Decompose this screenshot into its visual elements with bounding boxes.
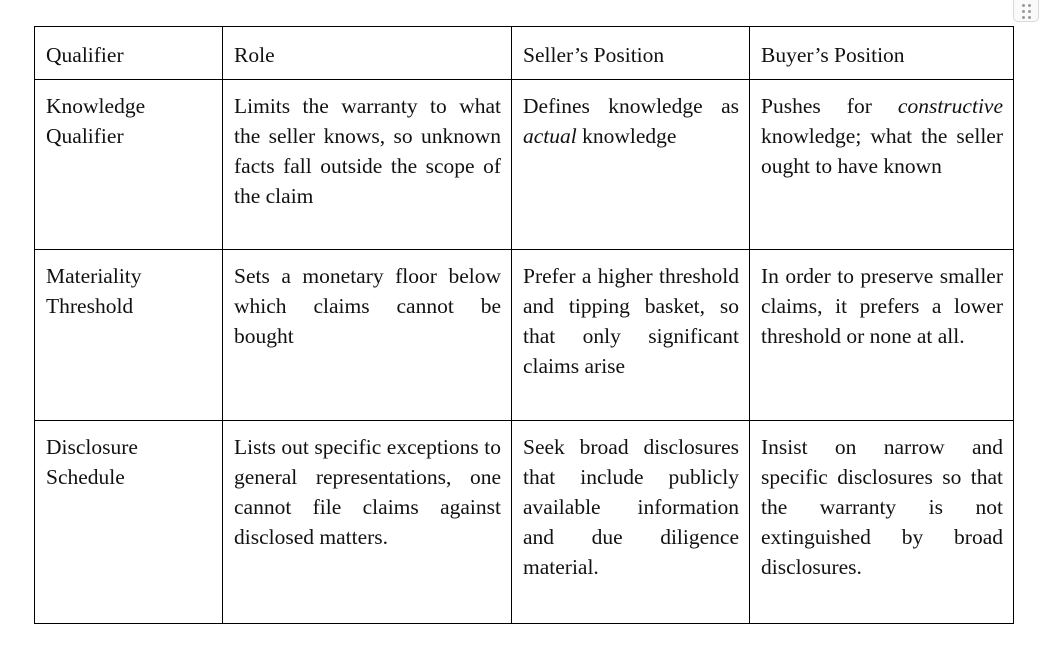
cell-sellers-position bbox=[512, 80, 750, 250]
cell-sellers-position: Seek broad disclosures that include publicly available information and due diligence material. bbox=[512, 421, 750, 624]
table-row bbox=[35, 250, 1014, 421]
table-row bbox=[35, 80, 1014, 250]
cell-buyers-position bbox=[750, 80, 1014, 250]
drag-handle-icon[interactable] bbox=[1013, 0, 1039, 22]
emphasis-text: constructive bbox=[897, 94, 1003, 118]
cell-qualifier: Disclosure Schedule bbox=[35, 421, 223, 624]
drag-dot bbox=[1028, 10, 1031, 13]
cell-qualifier: Materiality Threshold bbox=[35, 250, 223, 421]
drag-dot bbox=[1028, 4, 1031, 7]
cell-buyers-position: Insist on narrow and specific disclosures so that the warranty is not extinguished by broad disclosures. bbox=[750, 421, 1014, 624]
cell-sellers-position: Prefer a higher threshold and tipping basket, so that only significant claims arise bbox=[512, 250, 750, 421]
header-sellers-position: Seller’s Position bbox=[512, 27, 750, 80]
header-buyers-position: Buyer’s Position bbox=[750, 27, 1014, 80]
cell-role: Lists out specific exceptions to general representations, one cannot file claims against disclosed matters. bbox=[223, 421, 512, 624]
drag-dot bbox=[1022, 10, 1025, 13]
drag-dot bbox=[1028, 16, 1031, 19]
cell-text: Pushes for bbox=[761, 94, 898, 118]
cell-buyers-position: In order to preserve smaller claims, it prefers a lower threshold or none at all. bbox=[750, 250, 1014, 421]
cell-text: knowledge; what the seller ought to have known bbox=[761, 124, 1003, 178]
warranty-qualifiers-table bbox=[34, 26, 1014, 624]
cell-text: knowledge bbox=[576, 124, 677, 148]
table-row bbox=[35, 421, 1014, 624]
cell-role: Limits the warranty to what the seller knows, so unknown facts fall outside the scope of the claim bbox=[223, 80, 512, 250]
cell-role: Sets a monetary floor below which claims cannot be bought bbox=[223, 250, 512, 421]
table-header-row bbox=[35, 27, 1014, 80]
header-role: Role bbox=[223, 27, 512, 80]
drag-dot bbox=[1022, 16, 1025, 19]
header-qualifier: Qualifier bbox=[35, 27, 223, 80]
drag-dot bbox=[1022, 4, 1025, 7]
cell-text: Defines knowledge as bbox=[523, 94, 739, 118]
emphasis-text: actual bbox=[523, 124, 577, 148]
cell-qualifier: Knowledge Qualifier bbox=[35, 80, 223, 250]
